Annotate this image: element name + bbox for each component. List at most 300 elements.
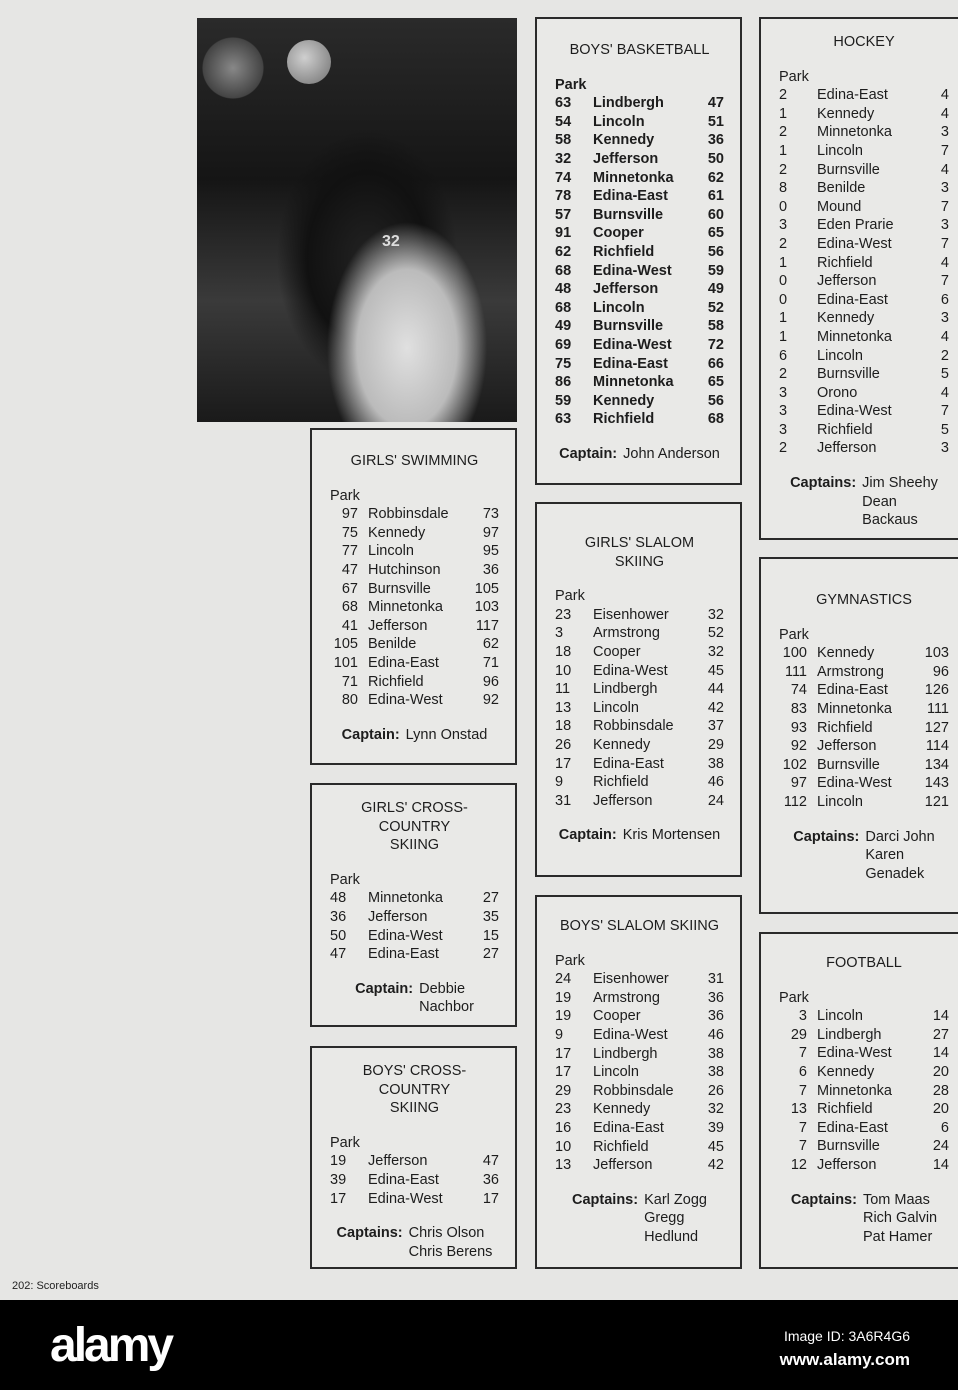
park-score: 2	[779, 440, 788, 457]
park-label: Park	[330, 487, 360, 504]
opponent-score: 38	[707, 1045, 724, 1062]
score-row	[555, 317, 724, 336]
park-score: 32	[555, 150, 572, 167]
park-score: 83	[790, 700, 807, 717]
opponent-score: 121	[924, 793, 949, 810]
opponent-score: 4	[940, 161, 949, 178]
park-score: 102	[782, 756, 807, 773]
opponent-name: Burnsville	[593, 318, 664, 335]
opponent-name: Edina-West	[817, 775, 892, 792]
board-title: GIRLS' SLALOM SKIING	[584, 535, 695, 570]
opponent-name: Edina-West	[368, 927, 443, 944]
captain-name: Pat Hamer	[862, 1228, 933, 1245]
score-row	[555, 755, 724, 774]
captains	[330, 726, 499, 745]
score-row	[555, 280, 724, 299]
opponent-name: Edina-West	[368, 692, 443, 709]
opponent-score: 73	[482, 506, 499, 523]
park-score: 3	[555, 625, 564, 642]
board-title: FOOTBALL	[826, 955, 902, 971]
opponent-name: Jefferson	[368, 908, 428, 925]
park-score: 19	[555, 1008, 572, 1025]
park-score: 17	[555, 755, 572, 772]
opponent-name: Richfield	[593, 243, 655, 260]
opponent-name: Edina-West	[817, 1045, 892, 1062]
opponent-name: Benilde	[368, 636, 417, 653]
score-row	[779, 161, 949, 180]
opponent-score: 61	[707, 188, 724, 205]
park-label: Park	[555, 952, 585, 969]
park-score: 75	[341, 524, 358, 541]
opponent-score: 3	[940, 124, 949, 141]
opponent-name: Edina-West	[368, 1190, 443, 1207]
captain-name: Chris Olson	[408, 1225, 485, 1242]
opponent-score: 45	[707, 662, 724, 679]
opponent-score: 59	[707, 262, 724, 279]
opponent-name: Cooper	[593, 1008, 641, 1025]
captain-name: Hedlund	[644, 1228, 699, 1245]
opponent-name: Armstrong	[817, 663, 884, 680]
captain-names	[623, 826, 721, 845]
opponent-score: 27	[932, 1026, 949, 1043]
opponent-score: 36	[707, 132, 724, 149]
opponent-score: 37	[707, 718, 724, 735]
captain-label: Captain:	[558, 827, 617, 844]
opponent-name: Benilde	[817, 180, 866, 197]
opponent-score: 15	[482, 927, 499, 944]
opponent-name: Kennedy	[593, 132, 655, 149]
score-row	[779, 644, 949, 663]
board-title: GYMNASTICS	[816, 592, 912, 608]
opponent-score: 49	[707, 281, 724, 298]
opponent-name: Robbinsdale	[593, 1082, 674, 1099]
park-score: 74	[555, 169, 572, 186]
opponent-score: 60	[707, 206, 724, 223]
board-title: GIRLS' CROSS- COUNTRY SKIING	[361, 800, 468, 854]
captain-name: Nachbor	[419, 999, 474, 1016]
opponent-score: 3	[940, 440, 949, 457]
opponent-name: Lindbergh	[593, 95, 664, 112]
opponent-score: 66	[707, 355, 724, 372]
park-label: Park	[779, 989, 809, 1006]
score-row	[555, 643, 724, 662]
opponent-score: 111	[926, 700, 949, 717]
park-score: 13	[555, 1157, 572, 1174]
opponent-score: 2	[940, 347, 949, 364]
park-score: 77	[341, 543, 358, 560]
opponent-score: 3	[940, 180, 949, 197]
opponent-name: Jefferson	[593, 281, 659, 298]
opponent-score: 68	[707, 411, 724, 428]
score-row	[330, 691, 499, 710]
park-score: 86	[555, 374, 572, 391]
score-row	[555, 94, 724, 113]
opponent-name: Minnetonka	[593, 374, 674, 391]
score-row	[330, 1190, 499, 1209]
park-score: 63	[555, 95, 572, 112]
opponent-score: 4	[940, 328, 949, 345]
opponent-score: 39	[707, 1119, 724, 1136]
opponent-score: 92	[482, 692, 499, 709]
basketball-photo	[197, 18, 517, 422]
score-row	[779, 1100, 949, 1119]
score-row	[555, 224, 724, 243]
opponent-score: 103	[924, 645, 949, 662]
basketball	[287, 40, 331, 84]
score-row	[779, 1007, 949, 1026]
opponent-score: 36	[707, 989, 724, 1006]
captain-label: Captains:	[790, 475, 857, 492]
opponent-name: Kennedy	[593, 736, 651, 753]
opponent-name: Robbinsdale	[593, 718, 674, 735]
opponent-score: 31	[707, 971, 724, 988]
captain-name: Karen	[865, 847, 905, 864]
score-row	[779, 700, 949, 719]
opponent-score: 24	[932, 1138, 949, 1155]
captain-names	[623, 445, 720, 464]
opponent-name: Kennedy	[368, 524, 426, 541]
score-row	[555, 113, 724, 132]
opponent-name: Edina-East	[593, 755, 664, 772]
score-row	[555, 243, 724, 262]
park-score: 74	[790, 682, 807, 699]
opponent-score: 103	[474, 599, 499, 616]
opponent-score: 17	[482, 1190, 499, 1207]
opponent-score: 45	[707, 1138, 724, 1155]
park-score: 39	[330, 1171, 347, 1188]
score-row	[779, 1063, 949, 1082]
board-gymnastics	[759, 557, 958, 914]
captains	[779, 474, 949, 530]
opponent-name: Minnetonka	[817, 700, 892, 717]
park-score: 7	[798, 1119, 807, 1136]
park-score: 7	[798, 1138, 807, 1155]
captain-name: Lynn Onstad	[405, 726, 488, 743]
score-row	[555, 1007, 724, 1026]
captain-names	[865, 828, 934, 884]
opponent-name: Eden Prarie	[817, 217, 894, 234]
park-score: 10	[555, 1138, 572, 1155]
captains	[330, 1224, 499, 1261]
opponent-score: 52	[707, 625, 724, 642]
score-row	[555, 1156, 724, 1175]
score-row	[779, 421, 949, 440]
captain-name: Darci John	[865, 828, 935, 845]
opponent-name: Mound	[817, 198, 862, 215]
park-score: 92	[790, 738, 807, 755]
board-title: BOYS' BASKETBALL	[569, 42, 710, 58]
board-hockey	[759, 17, 958, 540]
opponent-name: Edina-West	[593, 262, 672, 279]
opponent-name: Kennedy	[817, 645, 875, 662]
captain-name: John Anderson	[623, 445, 720, 462]
score-row	[330, 598, 499, 617]
board-boys-basketball	[535, 17, 742, 485]
score-row	[555, 410, 724, 429]
score-row	[330, 1171, 499, 1190]
opponent-score: 7	[940, 198, 949, 215]
captain-name: Backaus	[862, 512, 918, 529]
opponent-name: Edina-East	[593, 188, 668, 205]
park-score: 1	[779, 328, 788, 345]
opponent-score: 4	[940, 105, 949, 122]
score-row	[555, 717, 724, 736]
park-score: 80	[341, 692, 358, 709]
opponent-score: 29	[707, 736, 724, 753]
score-row	[779, 105, 949, 124]
park-score: 3	[779, 217, 788, 234]
opponent-score: 36	[482, 1171, 499, 1188]
score-row	[555, 1063, 724, 1082]
score-row	[330, 889, 499, 908]
park-score: 0	[779, 291, 788, 308]
opponent-score: 7	[940, 403, 949, 420]
score-row	[330, 673, 499, 692]
opponent-score: 35	[482, 908, 499, 925]
captains	[779, 1191, 949, 1247]
opponent-score: 117	[475, 617, 499, 634]
park-score: 69	[555, 336, 572, 353]
park-score: 8	[779, 180, 788, 197]
opponent-score: 7	[940, 235, 949, 252]
park-score: 57	[555, 206, 572, 223]
park-score: 50	[330, 927, 347, 944]
score-row	[779, 384, 949, 403]
opponent-score: 50	[707, 150, 724, 167]
opponent-score: 4	[940, 254, 949, 271]
image-id: Image ID: 3A6R4G6	[783, 1328, 910, 1344]
score-row	[779, 216, 949, 235]
opponent-score: 24	[707, 792, 724, 809]
score-row	[779, 365, 949, 384]
park-score: 10	[555, 662, 572, 679]
opponent-score: 44	[707, 681, 724, 698]
park-score: 2	[779, 235, 788, 252]
score-row	[555, 373, 724, 392]
park-score: 13	[790, 1101, 807, 1118]
captain-name: Jim Sheehy	[862, 475, 938, 492]
park-score: 67	[341, 580, 358, 597]
score-row	[779, 1119, 949, 1138]
park-score: 6	[798, 1063, 807, 1080]
watermark-bar	[0, 1300, 958, 1390]
opponent-name: Orono	[817, 384, 858, 401]
park-label: Park	[555, 76, 587, 93]
park-score: 7	[798, 1082, 807, 1099]
score-row	[555, 680, 724, 699]
score-row	[779, 1026, 949, 1045]
opponent-name: Minnetonka	[817, 328, 892, 345]
score-row	[555, 187, 724, 206]
opponent-score: 52	[707, 299, 724, 316]
opponent-score: 26	[707, 1082, 724, 1099]
score-row	[779, 142, 949, 161]
opponent-name: Edina-West	[817, 403, 892, 420]
opponent-name: Richfield	[817, 1101, 873, 1118]
opponent-score: 6	[940, 291, 949, 308]
score-row	[779, 1082, 949, 1101]
opponent-score: 38	[707, 1064, 724, 1081]
score-row	[555, 299, 724, 318]
score-row	[779, 254, 949, 273]
opponent-name: Edina-West	[593, 336, 672, 353]
park-label: Park	[779, 68, 809, 85]
score-row	[555, 336, 724, 355]
opponent-name: Burnsville	[593, 206, 664, 223]
opponent-name: Lincoln	[368, 543, 414, 560]
score-row	[779, 291, 949, 310]
opponent-score: 3	[940, 217, 949, 234]
score-row	[330, 945, 499, 964]
park-score: 97	[341, 506, 358, 523]
score-row	[779, 1156, 949, 1175]
score-row	[330, 908, 499, 927]
park-score: 100	[782, 645, 807, 662]
opponent-score: 46	[707, 1026, 724, 1043]
park-score: 2	[779, 87, 788, 104]
score-row	[555, 1026, 724, 1045]
score-row	[555, 1138, 724, 1157]
captains	[555, 1191, 724, 1247]
park-score: 17	[330, 1190, 347, 1207]
park-score: 18	[555, 643, 572, 660]
score-row	[555, 392, 724, 411]
opponent-name: Lincoln	[593, 699, 639, 716]
opponent-score: 5	[940, 421, 949, 438]
score-row	[555, 606, 724, 625]
opponent-name: Lincoln	[817, 1008, 863, 1025]
opponent-name: Eisenhower	[593, 971, 669, 988]
captain-label: Captains:	[793, 828, 860, 845]
park-score: 18	[555, 718, 572, 735]
score-row	[779, 309, 949, 328]
watermark-url: www.alamy.com	[779, 1350, 910, 1369]
captains	[779, 828, 949, 884]
park-score: 13	[555, 699, 572, 716]
opponent-name: Lincoln	[593, 113, 645, 130]
park-score: 59	[555, 392, 572, 409]
score-row	[779, 272, 949, 291]
page-footer: 202: Scoreboards	[12, 1280, 99, 1292]
score-row	[555, 1045, 724, 1064]
park-score: 68	[555, 299, 572, 316]
score-row	[779, 86, 949, 105]
captain-names	[862, 474, 938, 530]
opponent-name: Edina-East	[368, 946, 439, 963]
board-title: BOYS' SLALOM SKIING	[559, 918, 720, 934]
captain-name: Karl Zogg	[644, 1191, 707, 1208]
opponent-name: Richfield	[817, 254, 873, 271]
park-score: 17	[555, 1045, 572, 1062]
opponent-name: Cooper	[593, 225, 644, 242]
park-score: 48	[555, 281, 572, 298]
captain-label: Captain:	[355, 980, 414, 997]
score-row	[555, 1100, 724, 1119]
opponent-name: Lincoln	[817, 793, 863, 810]
opponent-name: Richfield	[817, 421, 873, 438]
park-score: 9	[555, 1026, 564, 1043]
opponent-score: 114	[925, 738, 949, 755]
score-row	[330, 635, 499, 654]
opponent-name: Lindbergh	[817, 1026, 882, 1043]
opponent-score: 14	[932, 1045, 949, 1062]
opponent-score: 62	[707, 169, 724, 186]
opponent-name: Jefferson	[368, 1153, 428, 1170]
park-score: 17	[555, 1064, 572, 1081]
opponent-score: 36	[707, 1008, 724, 1025]
captain-label: Captains:	[336, 1225, 403, 1242]
park-score: 9	[555, 774, 564, 791]
score-row	[779, 719, 949, 738]
opponent-score: 20	[932, 1063, 949, 1080]
captain-names	[419, 980, 474, 1017]
park-score: 71	[341, 673, 358, 690]
opponent-score: 5	[940, 366, 949, 383]
score-row	[779, 1044, 949, 1063]
opponent-name: Minnetonka	[593, 169, 674, 186]
opponent-name: Kennedy	[817, 105, 875, 122]
park-score: 16	[555, 1119, 572, 1136]
score-row	[330, 617, 499, 636]
park-score: 78	[555, 188, 572, 205]
opponent-score: 47	[707, 95, 724, 112]
score-row	[779, 123, 949, 142]
opponent-name: Richfield	[593, 411, 655, 428]
opponent-score: 65	[707, 225, 724, 242]
captain-name: Debbie	[419, 980, 466, 997]
park-score: 101	[333, 654, 358, 671]
park-score: 1	[779, 310, 788, 327]
board-boys-cross-country	[310, 1046, 517, 1269]
score-row	[330, 654, 499, 673]
opponent-name: Armstrong	[593, 989, 660, 1006]
park-label: Park	[330, 871, 360, 888]
captain-names	[644, 1191, 707, 1247]
park-score: 105	[333, 636, 358, 653]
park-score: 54	[555, 113, 572, 130]
opponent-name: Minnetonka	[817, 1082, 892, 1099]
park-score: 47	[341, 561, 358, 578]
opponent-score: 71	[482, 654, 499, 671]
opponent-score: 105	[474, 580, 499, 597]
opponent-name: Kennedy	[593, 392, 655, 409]
score-row	[779, 1137, 949, 1156]
opponent-score: 27	[482, 946, 499, 963]
score-row	[555, 1119, 724, 1138]
opponent-score: 4	[940, 384, 949, 401]
opponent-name: Richfield	[817, 719, 873, 736]
park-label: Park	[555, 588, 585, 605]
opponent-score: 56	[707, 243, 724, 260]
opponent-name: Burnsville	[817, 161, 880, 178]
opponent-name: Minnetonka	[368, 890, 443, 907]
score-row	[555, 131, 724, 150]
park-score: 24	[555, 971, 572, 988]
opponent-score: 46	[707, 774, 724, 791]
park-score: 3	[779, 384, 788, 401]
opponent-score: 38	[707, 755, 724, 772]
alamy-logo: alamy	[50, 1319, 172, 1372]
opponent-score: 32	[707, 643, 724, 660]
opponent-name: Jefferson	[817, 440, 877, 457]
score-row	[330, 542, 499, 561]
opponent-score: 95	[482, 543, 499, 560]
park-score: 19	[555, 989, 572, 1006]
opponent-name: Edina-East	[817, 682, 888, 699]
opponent-name: Lindbergh	[593, 1045, 658, 1062]
park-score: 23	[555, 606, 572, 623]
score-row	[555, 624, 724, 643]
